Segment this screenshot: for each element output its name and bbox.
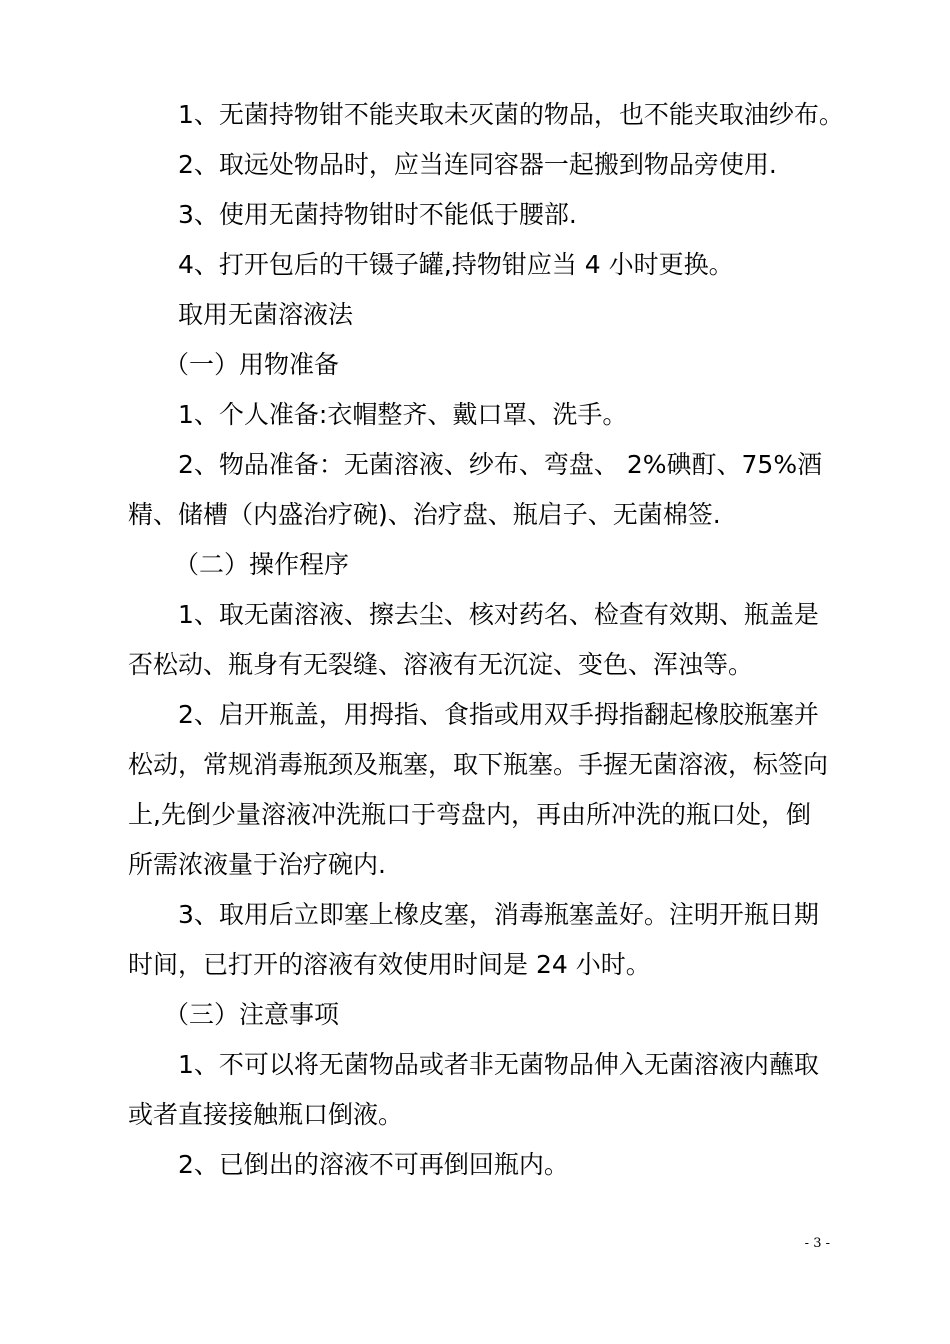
subsection-heading: （一）用物准备 (164, 350, 340, 379)
text-line: 否松动、瓶身有无裂缝、溶液有无沉淀、变色、浑浊等。 (128, 650, 754, 679)
text-line: 3、使用无菌持物钳时不能低于腰部. (178, 200, 577, 229)
text-line: 精、储槽（内盛治疗碗)、治疗盘、瓶启子、无菌棉签. (128, 500, 721, 529)
text-line: 4、打开包后的干镊子罐,持物钳应当 4 小时更换。 (178, 250, 734, 279)
text-line: 1、无菌持物钳不能夹取未灭菌的物品，也不能夹取油纱布。 (178, 100, 844, 129)
text-line: 所需浓液量于治疗碗内. (128, 850, 386, 879)
subsection-heading: （二）操作程序 (174, 550, 350, 579)
text-line: 1、个人准备:衣帽整齐、戴口罩、洗手。 (178, 400, 628, 429)
text-line: 3、取用后立即塞上橡皮塞，消毒瓶塞盖好。注明开瓶日期 (178, 900, 819, 929)
text-line: 2、启开瓶盖，用拇指、食指或用双手拇指翻起橡胶瓶塞并 (178, 700, 819, 729)
text-line: 上,先倒少量溶液冲洗瓶口于弯盘内，再由所冲洗的瓶口处，倒 (128, 800, 811, 829)
text-line: 1、不可以将无菌物品或者非无菌物品伸入无菌溶液内蘸取 (178, 1050, 819, 1079)
text-line: 1、取无菌溶液、擦去尘、核对药名、检查有效期、瓶盖是 (178, 600, 819, 629)
subsection-heading: （三）注意事项 (164, 1000, 340, 1029)
text-line: 2、已倒出的溶液不可再倒回瓶内。 (178, 1150, 569, 1179)
text-line: 2、取远处物品时，应当连同容器一起搬到物品旁使用. (178, 150, 777, 179)
section-heading: 取用无菌溶液法 (178, 300, 354, 329)
text-line: 2、物品准备：无菌溶液、纱布、弯盘、 2%碘酊、75%酒 (178, 450, 823, 479)
text-line: 或者直接接触瓶口倒液。 (128, 1100, 404, 1129)
text-line: 松动，常规消毒瓶颈及瓶塞，取下瓶塞。手握无菌溶液，标签向 (128, 750, 829, 779)
page-number: - 3 - (804, 1236, 830, 1251)
text-line: 时间，已打开的溶液有效使用时间是 24 小时。 (128, 950, 651, 979)
